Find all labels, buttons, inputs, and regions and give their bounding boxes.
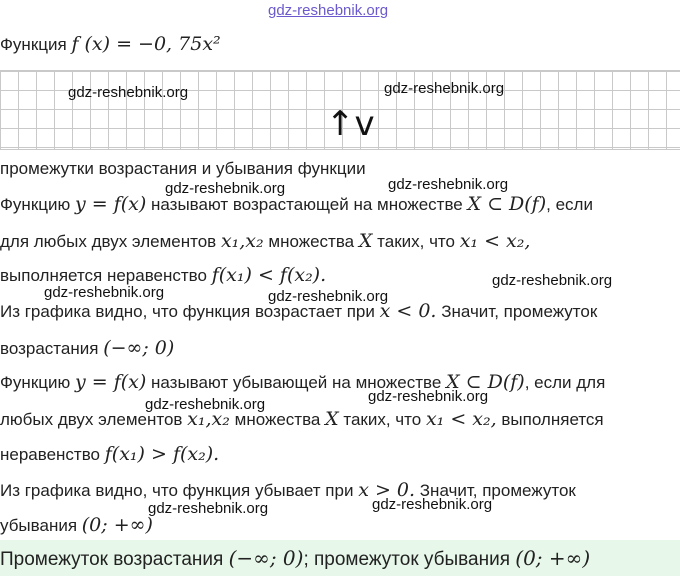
definition-increasing-1 bbox=[0, 193, 593, 216]
text: множества bbox=[234, 410, 321, 429]
text: возрастания bbox=[0, 339, 99, 358]
math: x < 0. bbox=[379, 300, 437, 322]
definition-decreasing-2 bbox=[0, 408, 604, 431]
math: y = f(x) bbox=[74, 193, 147, 215]
text: любых двух элементов bbox=[0, 410, 183, 429]
definition-decreasing-1 bbox=[0, 371, 605, 394]
header-watermark[interactable]: gdz-reshebnik.org bbox=[268, 2, 389, 19]
text: Из графика видно, что функция возрастает при bbox=[0, 302, 375, 321]
math: f(x₁) > f(x₂). bbox=[104, 443, 220, 465]
watermark: gdz-reshebnik.org bbox=[145, 396, 266, 413]
math: y = f(x) bbox=[74, 371, 147, 393]
math: x₁ < x₂, bbox=[459, 230, 531, 252]
text: ; промежуток убывания bbox=[303, 549, 510, 570]
text: , если bbox=[546, 195, 593, 214]
math: X bbox=[325, 408, 339, 430]
math: (0; +∞) bbox=[515, 546, 591, 570]
definition-decreasing-3 bbox=[0, 443, 219, 466]
text: называют убывающей на множестве bbox=[151, 373, 442, 392]
graph-arrow-label: ↑v bbox=[326, 104, 375, 144]
watermark: gdz-reshebnik.org bbox=[384, 80, 505, 97]
decreasing-conclusion-2 bbox=[0, 514, 153, 537]
section-heading: промежутки возрастания и убывания функции bbox=[0, 159, 366, 178]
text: таких, что bbox=[343, 410, 422, 429]
math: X ⊂ D(f) bbox=[467, 193, 547, 215]
text: таких, что bbox=[377, 232, 455, 251]
text: множества bbox=[268, 232, 355, 251]
math: X bbox=[358, 230, 373, 252]
text: Функцию bbox=[0, 195, 71, 214]
math: f(x₁) < f(x₂). bbox=[211, 264, 327, 286]
text: Значит, промежуток bbox=[419, 481, 576, 500]
watermark: gdz-reshebnik.org bbox=[268, 288, 389, 305]
math: x₁,x₂ bbox=[187, 408, 230, 430]
answer-line bbox=[0, 546, 590, 572]
text: Функцию bbox=[0, 373, 71, 392]
math: (−∞; 0) bbox=[103, 337, 175, 359]
watermark: gdz-reshebnik.org bbox=[44, 284, 165, 301]
increasing-conclusion-2 bbox=[0, 337, 174, 360]
watermark: gdz-reshebnik.org bbox=[368, 388, 489, 405]
text: , если для bbox=[524, 373, 606, 392]
text: Из графика видно, что функция убывает при bbox=[0, 481, 354, 500]
text: для любых двух элементов bbox=[0, 232, 217, 251]
text: неравенство bbox=[0, 445, 101, 464]
definition-increasing-2 bbox=[0, 230, 530, 253]
text: Значит, промежуток bbox=[441, 302, 598, 321]
watermark: gdz-reshebnik.org bbox=[492, 272, 613, 289]
text: выполняется неравенство bbox=[0, 266, 207, 285]
watermark: gdz-reshebnik.org bbox=[388, 176, 509, 193]
watermark: gdz-reshebnik.org bbox=[148, 500, 269, 517]
text: выполняется bbox=[501, 410, 604, 429]
function-prefix: Функция bbox=[0, 35, 67, 54]
math: X ⊂ D(f) bbox=[446, 371, 525, 393]
text: называют возрастающей на множестве bbox=[151, 195, 463, 214]
function-formula: f (x) = −0, 75x² bbox=[71, 33, 221, 55]
watermark: gdz-reshebnik.org bbox=[68, 84, 189, 101]
math: x₁ < x₂, bbox=[425, 408, 497, 430]
math: (0; +∞) bbox=[81, 514, 153, 536]
math: x₁,x₂ bbox=[220, 230, 264, 252]
watermark: gdz-reshebnik.org bbox=[372, 496, 493, 513]
text: убывания bbox=[0, 516, 78, 535]
increasing-conclusion-1 bbox=[0, 300, 597, 323]
math: x > 0. bbox=[358, 479, 416, 501]
text: Промежуток возрастания bbox=[0, 549, 224, 570]
watermark: gdz-reshebnik.org bbox=[165, 180, 286, 197]
function-line bbox=[0, 33, 221, 56]
math: (−∞; 0) bbox=[228, 546, 304, 570]
